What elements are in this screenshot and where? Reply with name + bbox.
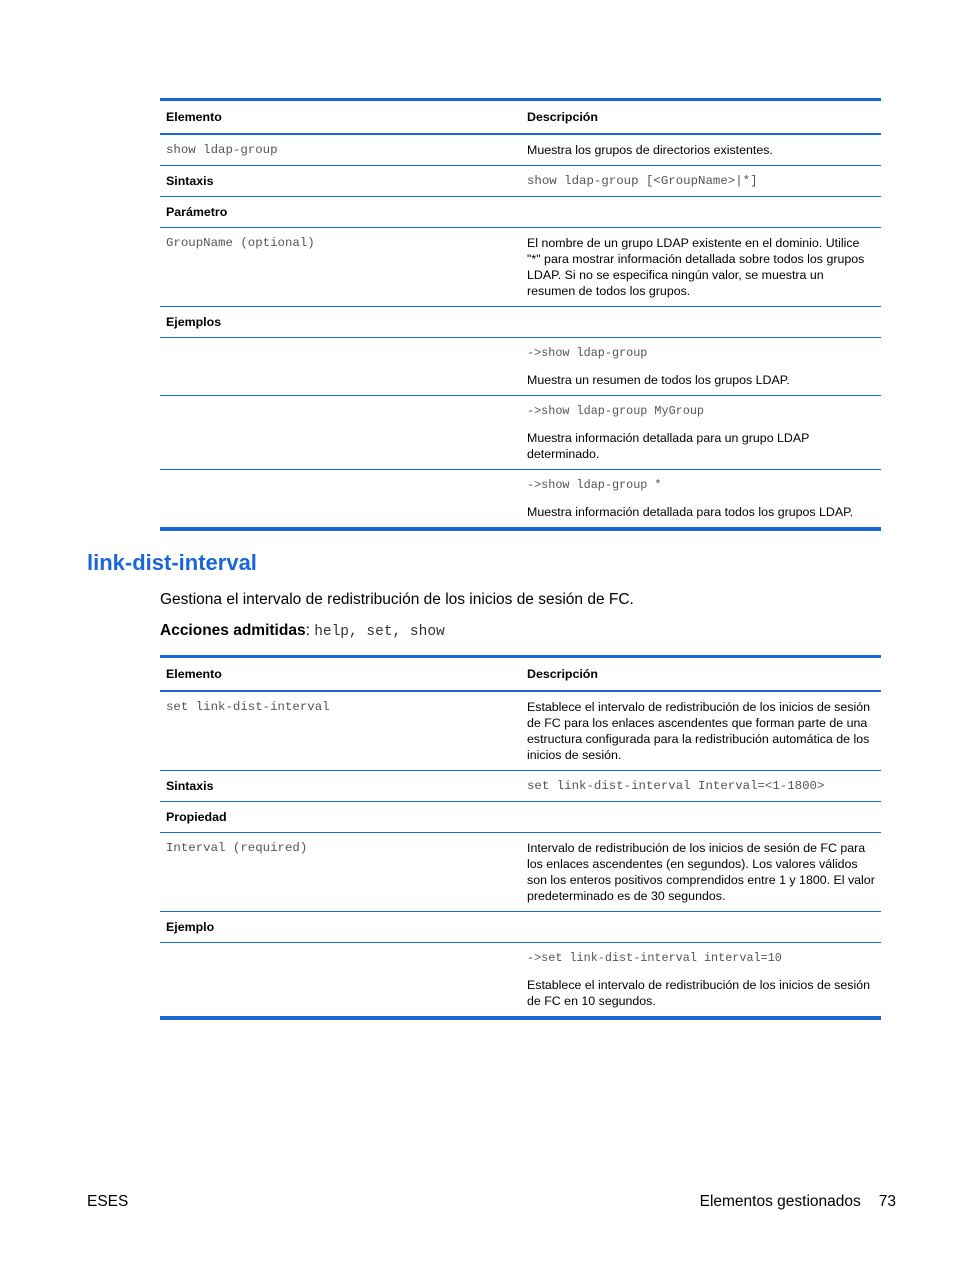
parameter-name: GroupName (optional) <box>160 228 521 307</box>
header-description: Descripción <box>521 657 881 692</box>
example-cell <box>521 396 881 470</box>
example-description: Muestra un resumen de todos los grupos LDAP. <box>527 373 790 387</box>
syntax-label: Sintaxis <box>160 771 521 802</box>
table-row <box>160 228 881 307</box>
table-row <box>160 396 881 470</box>
examples-label: Ejemplos <box>160 307 521 338</box>
page-number: 73 <box>878 1193 896 1210</box>
table-row <box>160 197 881 228</box>
empty-cell <box>160 470 521 530</box>
footer-locale: ESES <box>87 1193 129 1210</box>
table-header-row <box>160 100 881 135</box>
empty-cell <box>160 943 521 1019</box>
item-description: Muestra los grupos de directorios existentes. <box>521 134 881 166</box>
table-row <box>160 771 881 802</box>
ldap-group-table <box>160 98 881 531</box>
table-row <box>160 134 881 166</box>
footer-page-info <box>682 1193 896 1211</box>
table-row <box>160 338 881 396</box>
example-cell <box>521 470 881 530</box>
parameter-label: Parámetro <box>160 197 521 228</box>
table-header-row <box>160 657 881 692</box>
syntax-value: show ldap-group [<GroupName>|*] <box>521 166 881 197</box>
example-cell <box>521 338 881 396</box>
example-command: ->show ldap-group * <box>527 478 662 492</box>
empty-cell <box>521 912 881 943</box>
syntax-value: set link-dist-interval Interval=<1-1800> <box>521 771 881 802</box>
item-command: set link-dist-interval <box>160 691 521 771</box>
example-command: ->show ldap-group <box>527 346 648 360</box>
table-row <box>160 912 881 943</box>
actions-label: Acciones admitidas <box>160 622 306 639</box>
example-description: Establece el intervalo de redistribución de los inicios de sesión de FC en 10 segundos. <box>527 978 870 1008</box>
table-row <box>160 307 881 338</box>
property-name: Interval (required) <box>160 833 521 912</box>
item-description: Establece el intervalo de redistribución de los inicios de sesión de FC para los enlaces ascendentes que forman parte de una estructura configurada para la redistribución automática de los inicios de sesión. <box>521 691 881 771</box>
empty-cell <box>521 307 881 338</box>
empty-cell <box>521 197 881 228</box>
example-description: Muestra información detallada para un grupo LDAP determinado. <box>527 431 810 461</box>
table-row <box>160 166 881 197</box>
table-row <box>160 943 881 1019</box>
empty-cell <box>160 396 521 470</box>
example-command: ->set link-dist-interval interval=10 <box>527 951 782 965</box>
actions-values: help, set, show <box>314 624 445 640</box>
header-description: Descripción <box>521 100 881 135</box>
example-description: Muestra información detallada para todos los grupos LDAP. <box>527 505 854 519</box>
header-element: Elemento <box>160 100 521 135</box>
table-row <box>160 470 881 530</box>
example-cell <box>521 943 881 1019</box>
property-label: Propiedad <box>160 802 521 833</box>
section-title: link-dist-interval <box>87 550 257 575</box>
empty-cell <box>160 338 521 396</box>
property-description: Intervalo de redistribución de los inicios de sesión de FC para los enlaces ascendentes (en segundos). Los valores válidos son los enteros positivos comprendidos entre 1 y 1800. El valor predeterminado es de 30 segundos. <box>521 833 881 912</box>
footer-section-name: Elementos gestionados <box>699 1193 861 1210</box>
table-row <box>160 802 881 833</box>
table-row <box>160 833 881 912</box>
section-intro: Gestiona el intervalo de redistribución de los inicios de sesión de FC. <box>160 591 634 608</box>
example-label: Ejemplo <box>160 912 521 943</box>
header-element: Elemento <box>160 657 521 692</box>
example-command: ->show ldap-group MyGroup <box>527 404 704 418</box>
link-dist-interval-table <box>160 655 881 1020</box>
parameter-description: El nombre de un grupo LDAP existente en el dominio. Utilice "*" para mostrar información detallada sobre todos los grupos LDAP. Si no se especifica ningún valor, se muestra un resumen de todos los grupos. <box>521 228 881 307</box>
item-command: show ldap-group <box>160 134 521 166</box>
empty-cell <box>521 802 881 833</box>
syntax-label: Sintaxis <box>160 166 521 197</box>
table-row <box>160 691 881 771</box>
supported-actions: Acciones admitidas: help, set, show <box>160 622 445 640</box>
